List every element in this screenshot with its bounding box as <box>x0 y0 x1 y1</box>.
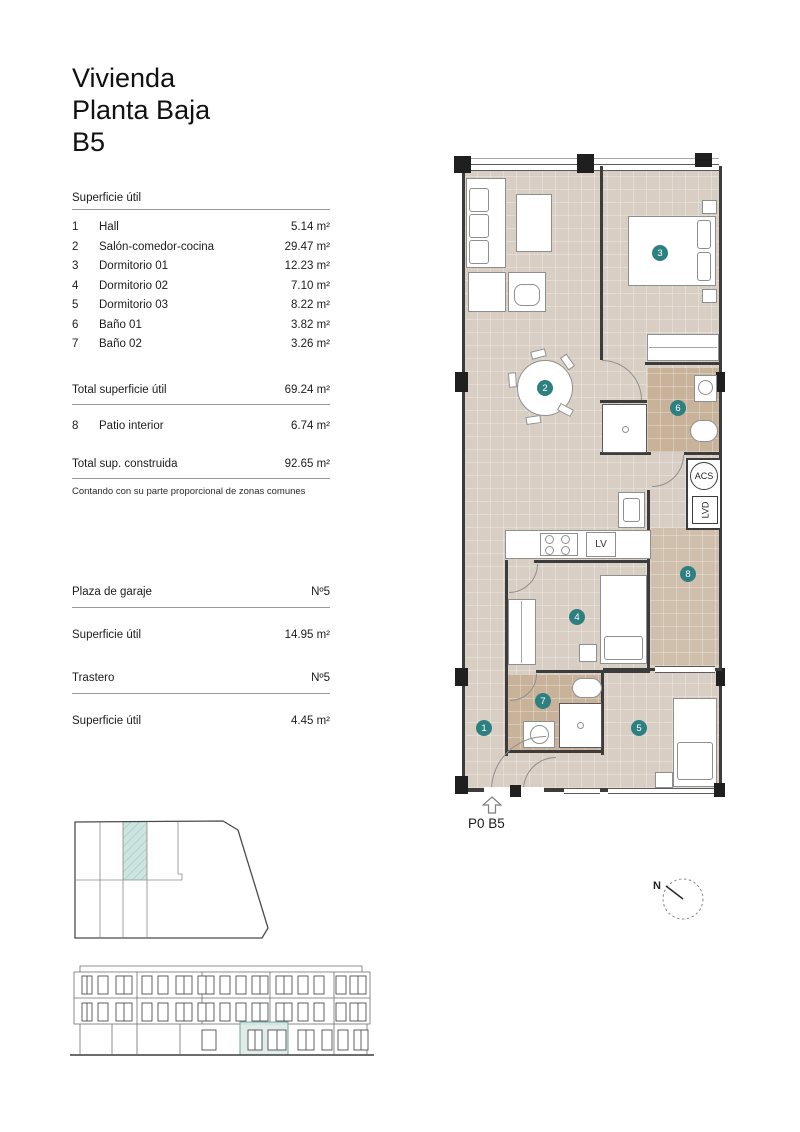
room-badge-dorm2: 4 <box>569 609 585 625</box>
total-util-row: Total superficie útil 69.24 m² <box>72 381 330 406</box>
garage-area-row: Superficie útil 14.95 m² <box>72 628 330 641</box>
sofa-cushion <box>469 214 489 238</box>
table-row: 7 Baño 02 3.26 m² <box>72 338 330 350</box>
fridge-inner <box>623 498 640 522</box>
burner <box>545 546 554 555</box>
title-line-1: Vivienda <box>72 63 176 93</box>
lv-label: LV <box>595 539 607 550</box>
wall-bath1-bottom-b <box>684 452 722 455</box>
storage-row: Trastero Nº5 <box>72 669 330 694</box>
pillar <box>695 153 712 167</box>
burner <box>561 546 570 555</box>
sofa-cushion <box>469 188 489 212</box>
garage-row: Plaza de garaje Nº5 <box>72 583 330 608</box>
table-row: 3 Dormitorio 01 12.23 m² <box>72 260 330 272</box>
pillow <box>697 252 711 281</box>
wardrobe-line <box>649 347 717 348</box>
wall-bed3-bath1 <box>645 362 722 365</box>
nightstand <box>702 200 717 214</box>
surface-table <box>72 192 330 498</box>
room-badge-patio: 8 <box>680 566 696 582</box>
room-badge-bath1: 6 <box>670 400 686 416</box>
room-badge-dorm1: 3 <box>652 245 668 261</box>
lvd-label: LVD <box>700 501 710 519</box>
wall-stub <box>600 400 647 403</box>
side-table <box>468 272 506 312</box>
table-row: 6 Baño 01 3.82 m² <box>72 318 330 331</box>
nightstand <box>702 289 717 303</box>
storage-area-row: Superficie útil 4.45 m² <box>72 714 330 727</box>
room-badge-salon: 2 <box>537 380 553 396</box>
armchair-seat <box>514 284 540 306</box>
wall-kitchen-patio <box>647 490 650 668</box>
pillar <box>455 776 468 794</box>
pillar <box>455 668 468 686</box>
pillow <box>677 742 713 780</box>
table-row: 1 Hall 5.14 m² <box>72 221 330 233</box>
table-row: 5 Dormitorio 03 8.22 m² <box>72 299 330 311</box>
dining-chair <box>508 372 517 388</box>
sofa-cushion <box>469 240 489 264</box>
lvd-unit <box>692 496 718 524</box>
wardrobe-line <box>521 601 522 663</box>
pillar <box>714 783 725 797</box>
burner <box>545 535 554 544</box>
burner <box>561 535 570 544</box>
compass-n-label: N <box>653 880 661 892</box>
bottom-window-2 <box>608 788 714 794</box>
building-elevation <box>52 962 387 1062</box>
pillar <box>510 785 521 797</box>
page-title <box>72 62 210 158</box>
patio-window <box>655 666 715 673</box>
sink-basin <box>698 380 713 395</box>
total-built-row: Total sup. construida 92.65 m² <box>72 455 330 480</box>
pillar <box>577 154 594 173</box>
pillar <box>454 156 471 173</box>
coffee-table <box>516 194 552 252</box>
toilet <box>690 420 718 442</box>
entrance-arrow-icon <box>482 796 502 814</box>
zonas-comunes-note: Contando con su parte proporcional de zonas comunes <box>72 486 306 497</box>
compass <box>644 868 714 928</box>
room-badge-dorm3: 5 <box>631 720 647 736</box>
pillar <box>716 372 725 392</box>
plan-code-label: P0 B5 <box>468 816 505 831</box>
garage-storage-panel <box>72 583 330 731</box>
shower-drain <box>577 722 584 729</box>
title-line-3: B5 <box>72 127 106 157</box>
left-wall <box>462 166 465 790</box>
kitchen-counter <box>505 530 651 559</box>
dishwasher <box>586 532 616 557</box>
table-row: 2 Salón-comedor-cocina 29.47 m² <box>72 240 330 253</box>
site-highlighted-unit <box>123 822 147 880</box>
title-line-2: Planta Baja <box>72 95 211 125</box>
floor-plan <box>446 144 742 844</box>
bottom-window-1 <box>564 788 600 794</box>
toilet <box>572 678 602 698</box>
room-badge-bath2: 7 <box>535 693 551 709</box>
shower-drain <box>622 426 629 433</box>
table-row: 4 Dormitorio 02 7.10 m² <box>72 279 330 292</box>
wall-kitchen-bed2 <box>534 560 650 563</box>
pillow <box>604 636 643 660</box>
wardrobe <box>508 599 536 665</box>
wall-salon-bed3 <box>600 166 603 360</box>
pillow <box>697 220 711 249</box>
surface-table-header: Superficie útil <box>72 192 330 210</box>
nightstand <box>579 644 597 662</box>
patio-floor <box>650 528 720 666</box>
room-badge-hall: 1 <box>476 720 492 736</box>
site-plan <box>60 816 280 942</box>
pillar <box>455 372 468 392</box>
nightstand <box>655 772 673 788</box>
patio-row: 8 Patio interior 6.74 m² <box>72 420 330 432</box>
acs-label: ACS <box>694 471 714 481</box>
acs-unit <box>690 462 718 490</box>
